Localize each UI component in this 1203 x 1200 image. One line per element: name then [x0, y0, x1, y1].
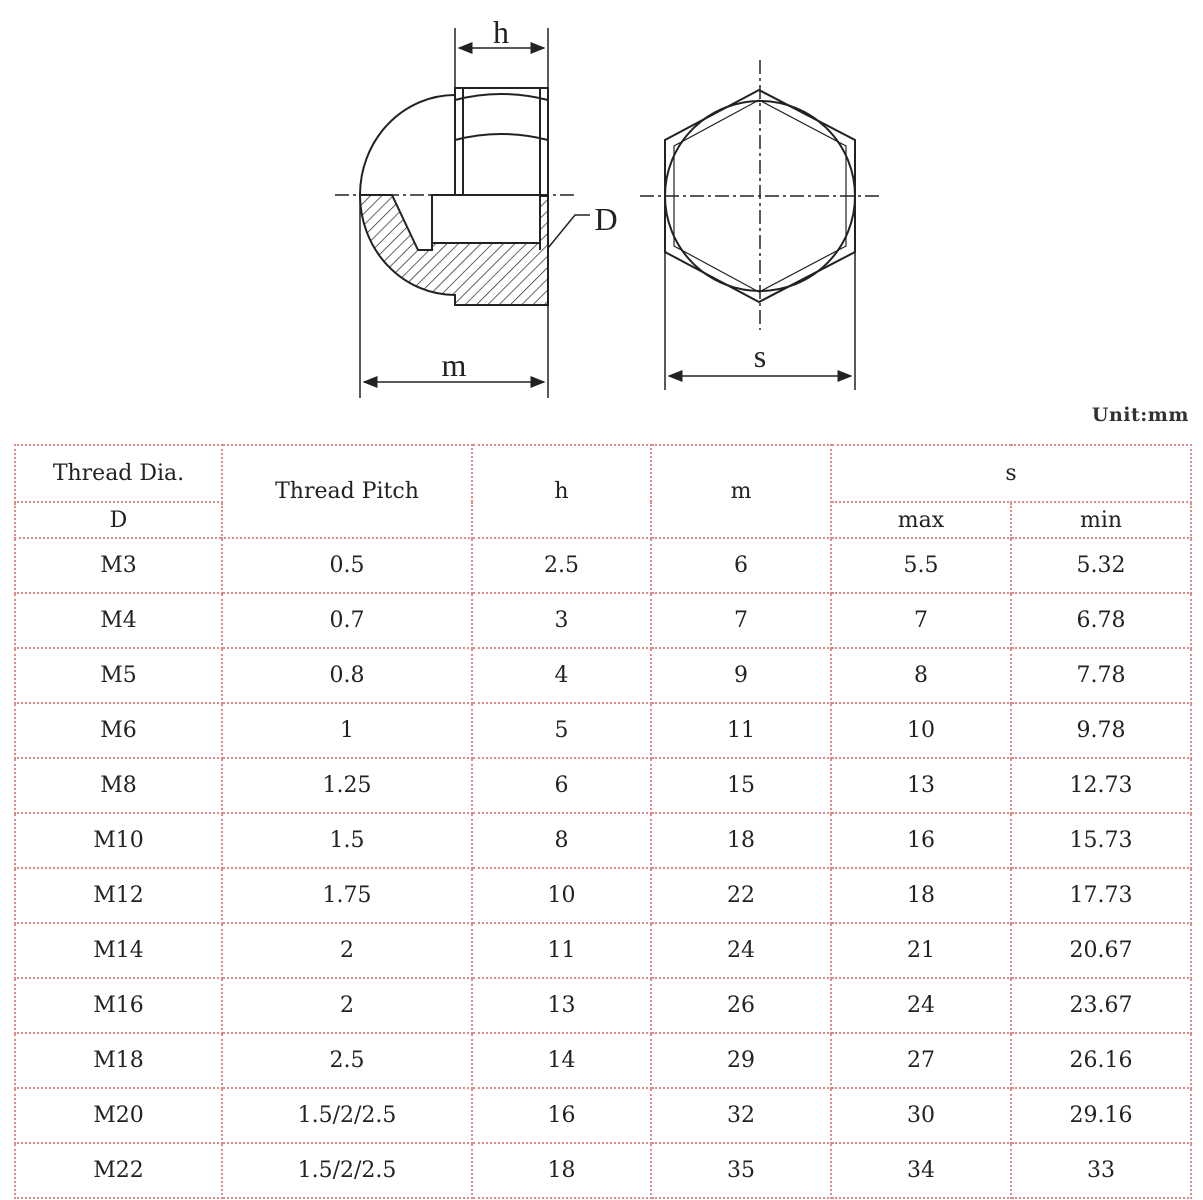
cell-thread-pitch: 1.5/2/2.5: [222, 1088, 472, 1143]
cell-thread-pitch: 1.5: [222, 813, 472, 868]
cell-m: 24: [651, 923, 831, 978]
cell-thread-pitch: 2: [222, 978, 472, 1033]
cell-m: 32: [651, 1088, 831, 1143]
cell-thread-dia: M16: [15, 978, 222, 1033]
cell-h: 5: [472, 703, 651, 758]
top-view: [640, 60, 880, 330]
header-h: h: [472, 445, 651, 538]
cell-m: 11: [651, 703, 831, 758]
cell-s-min: 9.78: [1011, 703, 1191, 758]
header-s: s: [831, 445, 1191, 502]
table-row: [15, 593, 1191, 648]
cell-h: 14: [472, 1033, 651, 1088]
s-label: s: [753, 338, 767, 374]
cell-h: 8: [472, 813, 651, 868]
cell-s-min: 23.67: [1011, 978, 1191, 1033]
cell-s-min: 6.78: [1011, 593, 1191, 648]
m-label: m: [441, 347, 467, 383]
cell-m: 18: [651, 813, 831, 868]
cell-s-max: 34: [831, 1143, 1011, 1198]
header-s-max: max: [831, 502, 1011, 538]
cell-s-min: 26.16: [1011, 1033, 1191, 1088]
cell-s-max: 18: [831, 868, 1011, 923]
cell-m: 6: [651, 538, 831, 593]
table-row: [15, 978, 1191, 1033]
table-row: [15, 703, 1191, 758]
cell-thread-pitch: 1.75: [222, 868, 472, 923]
cell-s-min: 12.73: [1011, 758, 1191, 813]
spec-table: [14, 444, 1192, 1199]
cell-s-max: 7: [831, 593, 1011, 648]
cell-thread-pitch: 2: [222, 923, 472, 978]
header-thread-dia-sub: D: [15, 502, 222, 538]
cell-s-min: 5.32: [1011, 538, 1191, 593]
header-s-min: min: [1011, 502, 1191, 538]
D-label: D: [594, 201, 618, 237]
cell-h: 4: [472, 648, 651, 703]
cell-h: 10: [472, 868, 651, 923]
cell-m: 7: [651, 593, 831, 648]
header-thread-pitch: Thread Pitch: [222, 445, 472, 538]
cell-s-min: 17.73: [1011, 868, 1191, 923]
cell-s-min: 29.16: [1011, 1088, 1191, 1143]
cell-thread-dia: M5: [15, 648, 222, 703]
table-row: [15, 868, 1191, 923]
cell-h: 13: [472, 978, 651, 1033]
unit-label: Unit:mm: [1091, 404, 1189, 426]
cell-m: 26: [651, 978, 831, 1033]
cell-thread-dia: M10: [15, 813, 222, 868]
cell-thread-pitch: 1.25: [222, 758, 472, 813]
cell-s-max: 8: [831, 648, 1011, 703]
cell-thread-dia: M8: [15, 758, 222, 813]
cell-s-max: 10: [831, 703, 1011, 758]
side-view: [335, 88, 590, 305]
cell-m: 22: [651, 868, 831, 923]
cell-thread-pitch: 1: [222, 703, 472, 758]
table-row: [15, 1088, 1191, 1143]
cell-s-min: 20.67: [1011, 923, 1191, 978]
cell-s-max: 5.5: [831, 538, 1011, 593]
cell-s-max: 24: [831, 978, 1011, 1033]
header-thread-dia: Thread Dia.: [15, 445, 222, 502]
table-row: [15, 1143, 1191, 1198]
cell-h: 3: [472, 593, 651, 648]
cell-h: 18: [472, 1143, 651, 1198]
table-row: [15, 813, 1191, 868]
cell-s-max: 30: [831, 1088, 1011, 1143]
cell-h: 6: [472, 758, 651, 813]
cell-thread-pitch: 0.7: [222, 593, 472, 648]
cell-s-min: 7.78: [1011, 648, 1191, 703]
header-m: m: [651, 445, 831, 538]
cell-m: 29: [651, 1033, 831, 1088]
cell-thread-dia: M22: [15, 1143, 222, 1198]
cell-s-max: 16: [831, 813, 1011, 868]
cell-thread-pitch: 2.5: [222, 1033, 472, 1088]
cell-thread-dia: M6: [15, 703, 222, 758]
cell-h: 16: [472, 1088, 651, 1143]
table-row: [15, 758, 1191, 813]
cell-thread-dia: M20: [15, 1088, 222, 1143]
cell-thread-dia: M14: [15, 923, 222, 978]
cell-thread-pitch: 0.8: [222, 648, 472, 703]
cell-s-min: 33: [1011, 1143, 1191, 1198]
cell-s-max: 21: [831, 923, 1011, 978]
cell-thread-pitch: 0.5: [222, 538, 472, 593]
table-row: [15, 1033, 1191, 1088]
cell-m: 35: [651, 1143, 831, 1198]
cell-thread-dia: M3: [15, 538, 222, 593]
cell-thread-pitch: 1.5/2/2.5: [222, 1143, 472, 1198]
table-row: [15, 923, 1191, 978]
cell-thread-dia: M18: [15, 1033, 222, 1088]
cell-m: 9: [651, 648, 831, 703]
cell-m: 15: [651, 758, 831, 813]
cell-thread-dia: M12: [15, 868, 222, 923]
h-label: h: [493, 14, 509, 50]
cell-h: 11: [472, 923, 651, 978]
cell-s-min: 15.73: [1011, 813, 1191, 868]
cell-s-max: 27: [831, 1033, 1011, 1088]
cell-h: 2.5: [472, 538, 651, 593]
cell-thread-dia: M4: [15, 593, 222, 648]
cap-nut-drawing: [0, 0, 1203, 410]
cell-s-max: 13: [831, 758, 1011, 813]
table-row: [15, 648, 1191, 703]
table-row: [15, 538, 1191, 593]
